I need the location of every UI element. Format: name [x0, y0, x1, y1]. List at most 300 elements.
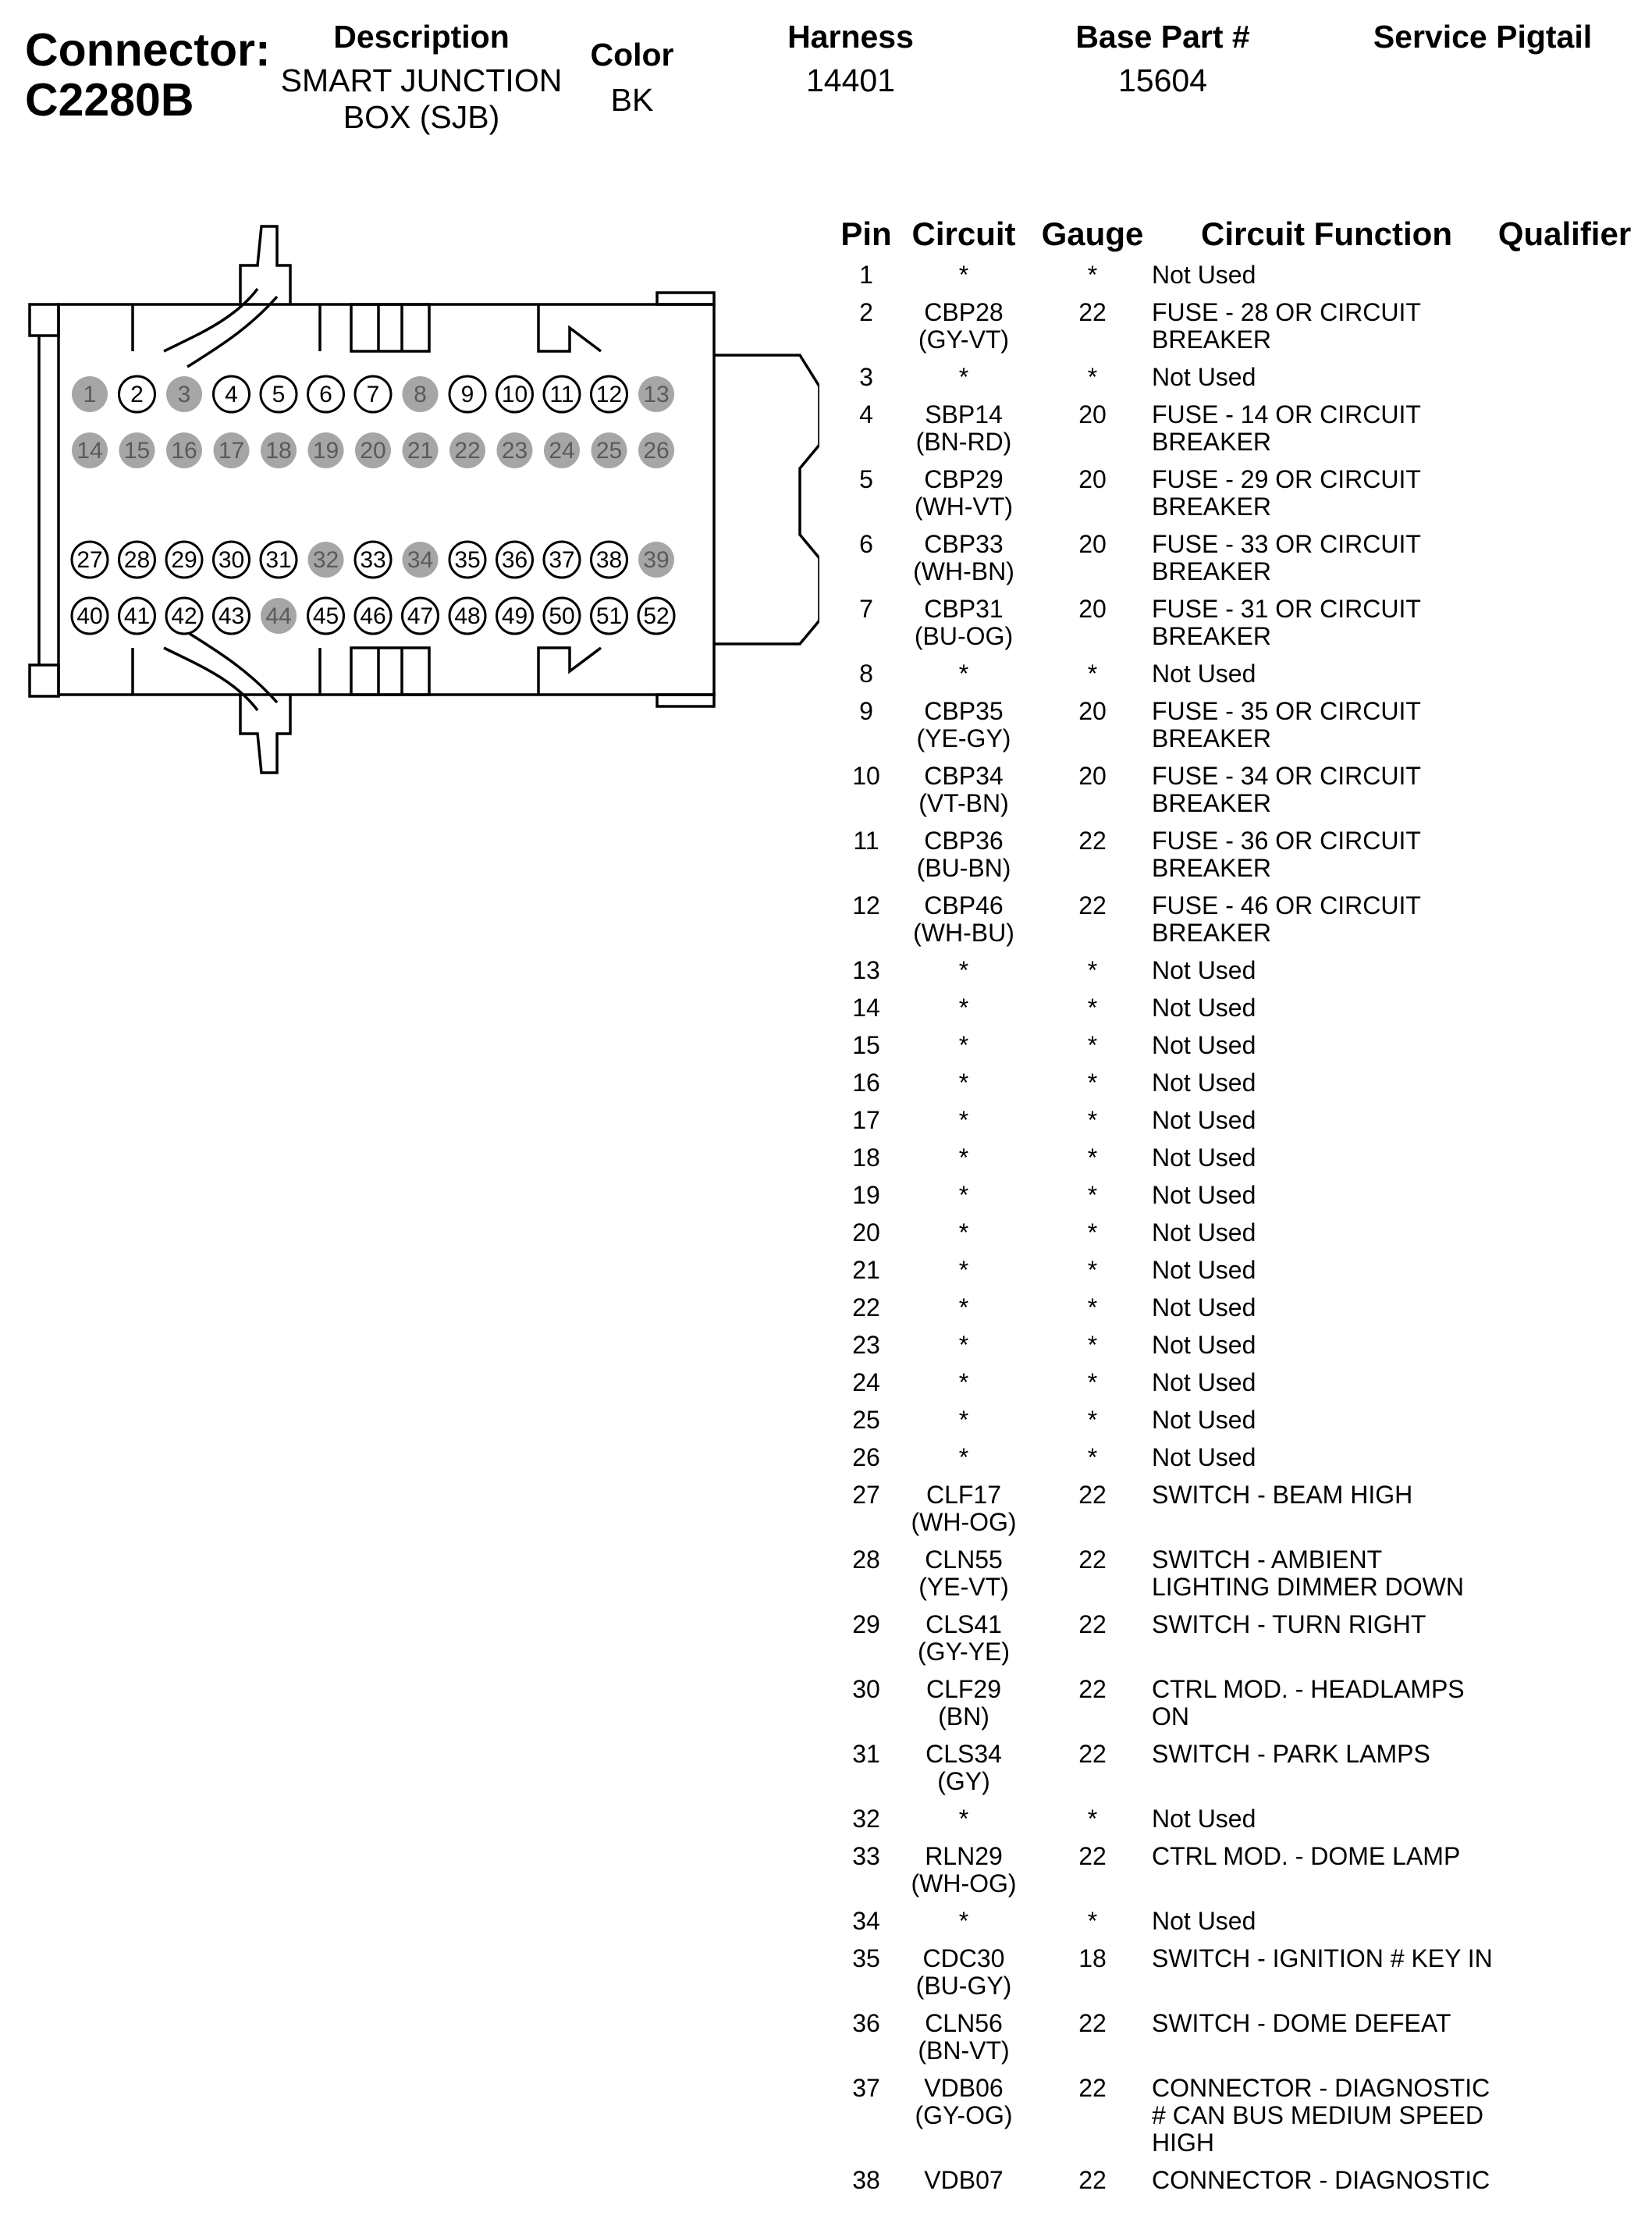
pin-cavity-number: 41: [123, 603, 151, 629]
pin-number: 5: [859, 465, 873, 493]
wire-gauge: 22: [1078, 1842, 1107, 1870]
wire-gauge: 20: [1078, 762, 1107, 790]
pin-cavity-number: 15: [123, 438, 151, 464]
circuit-code: *: [958, 261, 969, 289]
wire-gauge: *: [1087, 1031, 1098, 1059]
circuit-code: *: [958, 660, 969, 688]
pin-cavity-number: 23: [501, 438, 528, 464]
pin-number: 6: [859, 530, 873, 558]
circuit-code: CBP46: [924, 891, 1004, 919]
pin-cavity: [119, 432, 155, 468]
harness-label: Harness: [787, 19, 914, 55]
pin-cavity-number: 43: [218, 603, 245, 629]
pin-cavity: [119, 542, 155, 578]
connector-face-diagram: [23, 219, 819, 796]
circuit-function: SWITCH - PARK LAMPS: [1152, 1740, 1430, 1768]
wire-gauge: *: [1087, 994, 1098, 1022]
circuit-code: *: [958, 1293, 969, 1321]
circuit-function: Not Used: [1152, 261, 1256, 289]
pin-cavity-number: 40: [76, 603, 103, 629]
circuit-code: *: [958, 1181, 969, 1209]
wire-gauge: *: [1087, 1293, 1098, 1321]
wire-gauge: 22: [1078, 1675, 1107, 1703]
pin-cavity-number: 2: [130, 382, 144, 407]
pin-cavity-number: 36: [501, 547, 528, 573]
pin-cavity: [592, 432, 627, 468]
pin-cavity-number: 19: [312, 438, 339, 464]
color-block: [577, 37, 687, 119]
circuit-function: Not Used: [1152, 363, 1256, 391]
pin-cavity: [497, 542, 533, 578]
circuit-function: Not Used: [1152, 1218, 1256, 1247]
circuit-code: CLS41: [925, 1610, 1002, 1638]
pin-cavity: [449, 598, 485, 634]
pin-cavity: [544, 598, 580, 634]
pin-cavity: [355, 432, 391, 468]
circuit-function: FUSE - 31 OR CIRCUIT BREAKER: [1152, 595, 1421, 650]
wire-color: (BN-RD): [915, 428, 1012, 456]
pin-cavity: [261, 432, 297, 468]
wire-gauge: 22: [1078, 827, 1107, 855]
circuit-function: Not Used: [1152, 660, 1256, 688]
pin-cavity: [497, 598, 533, 634]
pin-number: 12: [852, 891, 880, 919]
pin-number: 10: [852, 762, 880, 790]
harness-value: 14401: [805, 62, 895, 98]
pin-number: 26: [852, 1443, 880, 1471]
wire-gauge: *: [1087, 1805, 1098, 1833]
pin-number: 29: [852, 1610, 880, 1638]
connector-housing-outline: [30, 226, 819, 773]
wire-gauge: 22: [1078, 2074, 1107, 2102]
circuit-function: Not Used: [1152, 1805, 1256, 1833]
circuit-function: Not Used: [1152, 1106, 1256, 1134]
description-label: Description: [333, 19, 510, 55]
color-label: Color: [590, 37, 674, 73]
wire-gauge: 22: [1078, 1545, 1107, 1574]
color-value: BK: [610, 82, 654, 118]
pin-number: 16: [852, 1069, 880, 1097]
circuit-function: SWITCH - BEAM HIGH: [1152, 1481, 1413, 1509]
description-line-2: BOX (SJB): [343, 99, 500, 135]
pin-cavity-number: 10: [501, 382, 528, 407]
pin-cavity: [308, 598, 344, 634]
pin-cavity: [403, 376, 439, 412]
circuit-function: FUSE - 29 OR CIRCUIT BREAKER: [1152, 465, 1421, 521]
circuit-function: FUSE - 34 OR CIRCUIT BREAKER: [1152, 762, 1421, 817]
pin-cavity: [449, 542, 485, 578]
circuit-code: *: [958, 994, 969, 1022]
circuit-code: *: [958, 1069, 969, 1097]
pin-cavity-number: 25: [595, 438, 623, 464]
circuit-code: *: [958, 1031, 969, 1059]
wire-color: (WH-VT): [914, 493, 1014, 521]
pin-cavity: [449, 376, 485, 412]
pin-number: 24: [852, 1368, 880, 1396]
wire-gauge: *: [1087, 363, 1098, 391]
pin-cavity-number: 8: [414, 382, 427, 407]
connector-label: Connector:: [25, 24, 271, 76]
wire-gauge: 20: [1078, 400, 1107, 429]
base-part-value: 15604: [1117, 62, 1207, 98]
wire-color: (VT-BN): [918, 789, 1009, 817]
circuit-code: VDB06: [924, 2074, 1004, 2102]
pin-cavity: [261, 542, 297, 578]
circuit-code: CBP36: [924, 827, 1004, 855]
service-pigtail-block: [1342, 19, 1623, 55]
pin-cavity: [308, 542, 344, 578]
pin-number: 18: [852, 1143, 880, 1172]
pin-cavity: [166, 432, 202, 468]
pin-cavity-number: 12: [595, 382, 623, 407]
pin-cavity-number: 27: [76, 547, 103, 573]
column-header-circuit: Circuit: [911, 215, 1016, 252]
circuit-code: VDB07: [924, 2166, 1004, 2194]
column-header-circuit-function: Circuit Function: [1201, 215, 1452, 252]
pin-cavity: [638, 376, 674, 412]
pin-cavity: [403, 598, 439, 634]
circuit-code: *: [958, 1106, 969, 1134]
pin-cavity: [592, 376, 627, 412]
pin-number: 34: [852, 1907, 880, 1935]
pin-cavity: [544, 376, 580, 412]
pin-cavity: [403, 432, 439, 468]
pin-number: 11: [853, 827, 879, 855]
pin-cavity-number: 50: [549, 603, 575, 629]
pin-cavity: [166, 542, 202, 578]
circuit-function: FUSE - 46 OR CIRCUIT BREAKER: [1152, 891, 1421, 947]
column-header-pin: Pin: [840, 215, 892, 252]
wire-gauge: *: [1087, 1181, 1098, 1209]
circuit-function: Not Used: [1152, 1143, 1256, 1172]
pin-cavity: [308, 432, 344, 468]
pin-cavity: [72, 542, 108, 578]
pin-number: 28: [852, 1545, 880, 1574]
pin-cavity-number: 13: [643, 382, 670, 407]
circuit-function: FUSE - 35 OR CIRCUIT BREAKER: [1152, 697, 1421, 752]
pin-cavity: [214, 376, 250, 412]
circuit-function: FUSE - 14 OR CIRCUIT BREAKER: [1152, 400, 1421, 456]
pin-number: 33: [852, 1842, 880, 1870]
column-header-qualifier: Qualifier: [1497, 215, 1632, 252]
pin-cavity-number: 37: [549, 547, 575, 573]
circuit-code: CBP34: [924, 762, 1004, 790]
pin-number: 1: [859, 261, 873, 289]
pin-cavity-number: 49: [501, 603, 528, 629]
circuit-code: CLN56: [925, 2009, 1003, 2037]
wire-gauge: *: [1087, 660, 1098, 688]
wire-gauge: *: [1087, 261, 1098, 289]
circuit-function: CTRL MOD. - DOME LAMP: [1152, 1842, 1461, 1870]
wire-color: (YE-VT): [918, 1573, 1009, 1601]
wire-gauge: *: [1087, 1331, 1098, 1359]
pin-number: 31: [852, 1740, 880, 1768]
pin-number: 23: [852, 1331, 880, 1359]
circuit-code: *: [958, 1443, 969, 1471]
base-part-label: Base Part #: [1075, 19, 1250, 55]
wire-gauge: 22: [1078, 2166, 1107, 2194]
circuit-code: CBP33: [924, 530, 1004, 558]
pin-number: 19: [852, 1181, 880, 1209]
pin-cavity: [119, 376, 155, 412]
base-part-block: [1038, 19, 1288, 99]
pin-cavity-number: 24: [549, 438, 575, 464]
pin-number: 17: [852, 1106, 880, 1134]
pin-cavity: [72, 432, 108, 468]
wire-gauge: 20: [1078, 697, 1107, 725]
pin-cavity-number: 3: [177, 382, 191, 407]
circuit-function: Not Used: [1152, 1031, 1256, 1059]
wire-gauge: *: [1087, 1143, 1098, 1172]
wire-gauge: 18: [1078, 1944, 1107, 1972]
pin-cavity-number: 4: [225, 382, 238, 407]
pin-cavity: [355, 376, 391, 412]
pin-number: 13: [852, 956, 880, 984]
circuit-function: Not Used: [1152, 1907, 1256, 1935]
circuit-function: FUSE - 36 OR CIRCUIT BREAKER: [1152, 827, 1421, 882]
pin-number: 27: [852, 1481, 880, 1509]
pin-number: 37: [852, 2074, 880, 2102]
pin-cavity: [449, 432, 485, 468]
circuit-code: *: [958, 1368, 969, 1396]
pin-cavity-number: 42: [171, 603, 197, 629]
pin-cavity: [592, 542, 627, 578]
wire-gauge: *: [1087, 956, 1098, 984]
pin-cavity-number: 5: [272, 382, 286, 407]
wire-gauge: 22: [1078, 1610, 1107, 1638]
circuit-function: Not Used: [1152, 1069, 1256, 1097]
pin-cavity-number: 20: [360, 438, 386, 464]
pin-number: 20: [852, 1218, 880, 1247]
wire-gauge: *: [1087, 1443, 1098, 1471]
pin-number: 2: [859, 298, 873, 326]
circuit-code: *: [958, 1143, 969, 1172]
pin-cavity-number: 45: [312, 603, 339, 629]
pin-cavity-number: 38: [595, 547, 623, 573]
circuit-function: FUSE - 33 OR CIRCUIT BREAKER: [1152, 530, 1421, 585]
wire-color: (BN-VT): [918, 2036, 1010, 2065]
pin-cavity: [497, 432, 533, 468]
pin-cavity: [497, 376, 533, 412]
circuit-code: SBP14: [925, 400, 1003, 429]
pin-cavity-number: 31: [265, 547, 292, 573]
pin-cavity-number: 47: [407, 603, 434, 629]
pin-cavity-number: 18: [265, 438, 292, 464]
wire-color: (YE-GY): [916, 724, 1011, 752]
circuit-function: Not Used: [1152, 1293, 1256, 1321]
wire-color: (GY): [937, 1767, 990, 1795]
circuit-function: CONNECTOR - DIAGNOSTIC: [1152, 2166, 1490, 2194]
pin-cavity: [72, 598, 108, 634]
wire-color: (GY-VT): [918, 325, 1010, 354]
wire-color: (WH-OG): [911, 1508, 1017, 1536]
wire-gauge: *: [1087, 1907, 1098, 1935]
pin-cavity: [592, 598, 627, 634]
circuit-code: *: [958, 1907, 969, 1935]
pin-cavity: [638, 598, 674, 634]
pin-cavity-grid: [72, 376, 674, 634]
wire-color: (BU-OG): [914, 622, 1014, 650]
pin-number: 14: [852, 994, 880, 1022]
circuit-function: FUSE - 28 OR CIRCUIT BREAKER: [1152, 298, 1421, 354]
pin-cavity-number: 48: [454, 603, 481, 629]
circuit-code: *: [958, 1331, 969, 1359]
pin-cavity-number: 30: [218, 547, 245, 573]
wire-gauge: 22: [1078, 891, 1107, 919]
wire-gauge: 20: [1078, 595, 1107, 623]
wire-color: (BU-BN): [916, 854, 1011, 882]
wire-color: (WH-BU): [913, 919, 1014, 947]
pin-number: 38: [852, 2166, 880, 2194]
pin-cavity: [119, 598, 155, 634]
wire-color: (BU-GY): [915, 1972, 1012, 2000]
circuit-function: SWITCH - IGNITION # KEY IN: [1152, 1944, 1493, 1972]
pin-cavity-number: 14: [76, 438, 103, 464]
pin-number: 30: [852, 1675, 880, 1703]
harness-block: [749, 19, 952, 99]
pin-cavity-number: 26: [643, 438, 670, 464]
pin-cavity-number: 35: [454, 547, 481, 573]
circuit-code: CDC30: [922, 1944, 1005, 1972]
pin-cavity-number: 16: [171, 438, 197, 464]
service-pigtail-label: Service Pigtail: [1373, 19, 1593, 55]
pin-number: 15: [852, 1031, 880, 1059]
pin-cavity: [544, 432, 580, 468]
wire-color: (BN): [938, 1702, 989, 1730]
pin-number: 7: [859, 595, 873, 623]
pin-cavity-number: 52: [643, 603, 670, 629]
wire-gauge: 20: [1078, 465, 1107, 493]
circuit-code: CBP35: [924, 697, 1004, 725]
circuit-code: CBP31: [924, 595, 1004, 623]
wire-color: (GY-YE): [918, 1638, 1010, 1666]
pin-cavity-number: 11: [549, 382, 574, 407]
pin-cavity: [403, 542, 439, 578]
pin-cavity-number: 46: [360, 603, 386, 629]
pin-cavity: [166, 598, 202, 634]
pin-cavity: [214, 432, 250, 468]
pin-cavity-number: 51: [595, 603, 623, 629]
column-header-gauge: Gauge: [1041, 215, 1144, 252]
pin-number: 25: [852, 1406, 880, 1434]
connector-id: C2280B: [25, 74, 194, 126]
circuit-code: *: [958, 1256, 969, 1284]
circuit-function: Not Used: [1152, 1256, 1256, 1284]
pin-cavity-number: 7: [366, 382, 380, 407]
wire-gauge: 22: [1078, 298, 1107, 326]
pin-number: 8: [859, 660, 873, 688]
pin-cavity-number: 6: [319, 382, 332, 407]
pin-cavity: [214, 598, 250, 634]
description-block: [265, 19, 577, 136]
wire-gauge: *: [1087, 1069, 1098, 1097]
pin-cavity-number: 22: [454, 438, 481, 464]
pin-number: 9: [859, 697, 873, 725]
pin-cavity: [166, 376, 202, 412]
pin-number: 3: [859, 363, 873, 391]
pin-cavity: [214, 542, 250, 578]
pin-cavity: [308, 376, 344, 412]
pin-cavity-number: 44: [265, 603, 292, 629]
wire-gauge: *: [1087, 1368, 1098, 1396]
circuit-function: Not Used: [1152, 1331, 1256, 1359]
pin-cavity-number: 33: [360, 547, 386, 573]
wire-color: (GY-OG): [915, 2101, 1013, 2129]
circuit-code: CLS34: [925, 1740, 1002, 1768]
pin-cavity-number: 39: [643, 547, 670, 573]
circuit-code: *: [958, 363, 969, 391]
circuit-code: CBP28: [924, 298, 1004, 326]
circuit-function: SWITCH - TURN RIGHT: [1152, 1610, 1426, 1638]
wire-gauge: 20: [1078, 530, 1107, 558]
pin-cavity: [261, 598, 297, 634]
pin-cavity: [638, 432, 674, 468]
wire-gauge: *: [1087, 1106, 1098, 1134]
pin-cavity-number: 29: [171, 547, 197, 573]
wire-gauge: *: [1087, 1406, 1098, 1434]
pin-cavity-number: 28: [123, 547, 151, 573]
circuit-code: CLN55: [925, 1545, 1003, 1574]
wire-color: (WH-BN): [913, 557, 1014, 585]
wire-gauge: 22: [1078, 1481, 1107, 1509]
pin-cavity-number: 9: [460, 382, 474, 407]
circuit-code: CLF17: [925, 1481, 1002, 1509]
circuit-function: Not Used: [1152, 994, 1256, 1022]
pin-number: 35: [852, 1944, 880, 1972]
circuit-function: Not Used: [1152, 1368, 1256, 1396]
pin-number: 4: [859, 400, 873, 429]
circuit-function: Not Used: [1152, 956, 1256, 984]
pin-cavity: [355, 598, 391, 634]
pin-cavity-number: 32: [312, 547, 339, 573]
circuit-code: *: [958, 956, 969, 984]
pin-cavity: [638, 542, 674, 578]
pin-number: 21: [852, 1256, 880, 1284]
pin-cavity-number: 34: [407, 547, 434, 573]
circuit-code: *: [958, 1406, 969, 1434]
circuit-function: CTRL MOD. - HEADLAMPS ON: [1152, 1675, 1465, 1730]
pin-cavity: [544, 542, 580, 578]
circuit-code: CBP29: [924, 465, 1004, 493]
pin-number: 22: [852, 1293, 880, 1321]
wire-color: (WH-OG): [911, 1869, 1017, 1897]
wire-gauge: *: [1087, 1218, 1098, 1247]
wire-gauge: 22: [1078, 2009, 1107, 2037]
circuit-function: Not Used: [1152, 1443, 1256, 1471]
connector-title: [25, 25, 271, 125]
pin-number: 36: [852, 2009, 880, 2037]
circuit-code: RLN29: [925, 1842, 1003, 1870]
wire-gauge: 22: [1078, 1740, 1107, 1768]
pin-cavity-number: 1: [83, 382, 97, 407]
circuit-function: CONNECTOR - DIAGNOSTIC # CAN BUS MEDIUM SPEED HIGH: [1152, 2074, 1490, 2157]
pin-cavity: [355, 542, 391, 578]
pin-cavity-number: 21: [407, 438, 434, 464]
circuit-code: *: [958, 1805, 969, 1833]
circuit-function: SWITCH - AMBIENT LIGHTING DIMMER DOWN: [1152, 1545, 1464, 1601]
circuit-function: Not Used: [1152, 1181, 1256, 1209]
circuit-function: Not Used: [1152, 1406, 1256, 1434]
circuit-function: SWITCH - DOME DEFEAT: [1152, 2009, 1451, 2037]
wire-gauge: *: [1087, 1256, 1098, 1284]
pin-cavity: [261, 376, 297, 412]
description-line-1: SMART JUNCTION: [280, 62, 563, 98]
pin-cavity-number: 17: [218, 438, 245, 464]
pin-cavity: [72, 376, 108, 412]
circuit-code: *: [958, 1218, 969, 1247]
circuit-code: CLF29: [925, 1675, 1002, 1703]
pin-number: 32: [852, 1805, 880, 1833]
